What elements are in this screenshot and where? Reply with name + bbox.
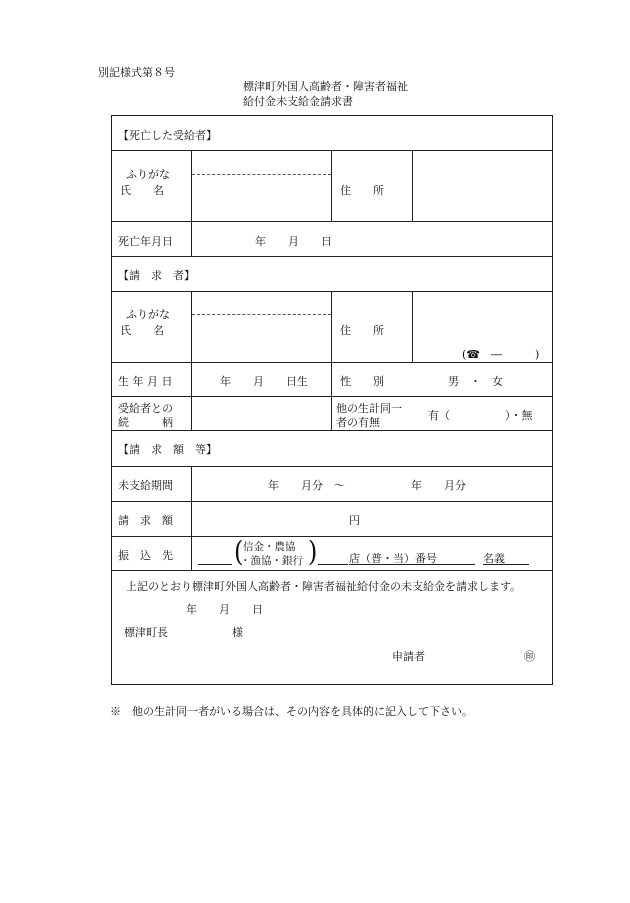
row-divider [112,396,552,397]
addressee-honorific: 様 [232,626,243,639]
deceased-address-field[interactable] [414,152,552,220]
col-divider [331,150,332,221]
row-divider [112,150,552,151]
applicant-label: 申請者 [392,650,425,663]
period-value[interactable]: 年 月分 ～ 年 月分 [268,479,466,492]
claimant-name-label: 氏 名 [120,324,164,337]
account-holder-underline[interactable] [483,564,529,565]
row-divider [112,466,552,467]
claimant-phone[interactable]: (☎ ― ) [462,348,540,361]
death-date-value[interactable]: 年 月 日 [255,235,332,248]
deceased-name-label: 氏 名 [120,184,164,197]
period-label: 未支給期間 [118,479,173,492]
form-title-line1: 標津町外国人高齢者・障害者福祉 [243,80,408,93]
branch-type-account-number: 店（普・当）番号 [349,552,437,565]
cohabitant-label-line2: 者の有無 [336,416,380,429]
claimant-furigana-label: ふりがな [126,308,170,321]
deceased-section-title: 【死亡した受給者】 [118,129,217,142]
account-holder-label: 名義 [483,552,505,565]
form-title-line2: 給付金未支給金請求書 [243,95,353,108]
amount-unit: 円 [349,514,360,527]
claimant-furigana-field[interactable] [192,293,331,313]
footnote: ※ 他の生計同一者がいる場合は、その内容を具体的に記入して下さい。 [110,705,473,718]
claimant-name-field[interactable] [192,316,331,361]
amount-label: 請 求 額 [118,514,173,527]
row-divider [112,221,552,222]
bank-type-bracket-close: ) [308,535,318,569]
sex-label: 性 別 [340,375,384,388]
row-divider [112,570,552,571]
claimant-address-label: 住 所 [340,324,384,337]
row-divider [112,291,552,292]
furigana-separator [192,174,331,175]
claim-section-title: 【請 求 額 等】 [118,443,217,456]
bank-type-option2: ・漁協・銀行 [240,555,303,567]
bank-type-option1: 信金・農協 [243,541,296,553]
birth-date-value[interactable]: 年 月 日生 [220,375,308,388]
relation-label-line1: 受給者との [118,402,173,415]
col-divider [412,291,413,362]
relation-field[interactable] [192,398,331,429]
col-divider [331,291,332,430]
claimant-address-field[interactable] [414,293,552,343]
row-divider [112,362,552,363]
birth-date-label: 生 年 月 日 [118,375,173,388]
bank-name-blank[interactable] [198,564,232,565]
cohabitant-label-line1: 他の生計同一 [336,402,402,415]
declaration-date[interactable]: 年 月 日 [186,603,263,616]
bank-type-bracket-open: ( [234,535,244,569]
deceased-name-field[interactable] [192,176,331,220]
sex-value[interactable]: 男 ・ 女 [448,375,503,388]
branch-blank[interactable] [318,564,348,565]
form-number: 別記様式第８号 [98,66,175,79]
deceased-furigana-field[interactable] [192,152,331,173]
death-date-label: 死亡年月日 [118,235,173,248]
claim-form [111,115,553,685]
relation-label-line2: 続 柄 [118,416,173,429]
addressee: 標津町長 [124,626,168,639]
bank-label: 振 込 先 [118,549,173,562]
cohabitant-value[interactable]: 有（ ）・無 [428,409,533,422]
account-number-underline[interactable] [349,564,475,565]
row-divider [112,256,552,257]
claimant-section-title: 【請 求 者】 [118,269,195,282]
seal-mark: ㊞ [524,650,535,663]
row-divider [112,430,552,431]
deceased-address-label: 住 所 [340,184,384,197]
furigana-separator [192,314,331,315]
deceased-furigana-label: ふりがな [126,168,170,181]
col-divider [412,150,413,221]
amount-field[interactable] [192,502,352,535]
row-divider [112,536,552,537]
declaration-statement: 上記のとおり標津町外国人高齢者・障害者福祉給付金の未支給金を請求します。 [126,580,522,593]
